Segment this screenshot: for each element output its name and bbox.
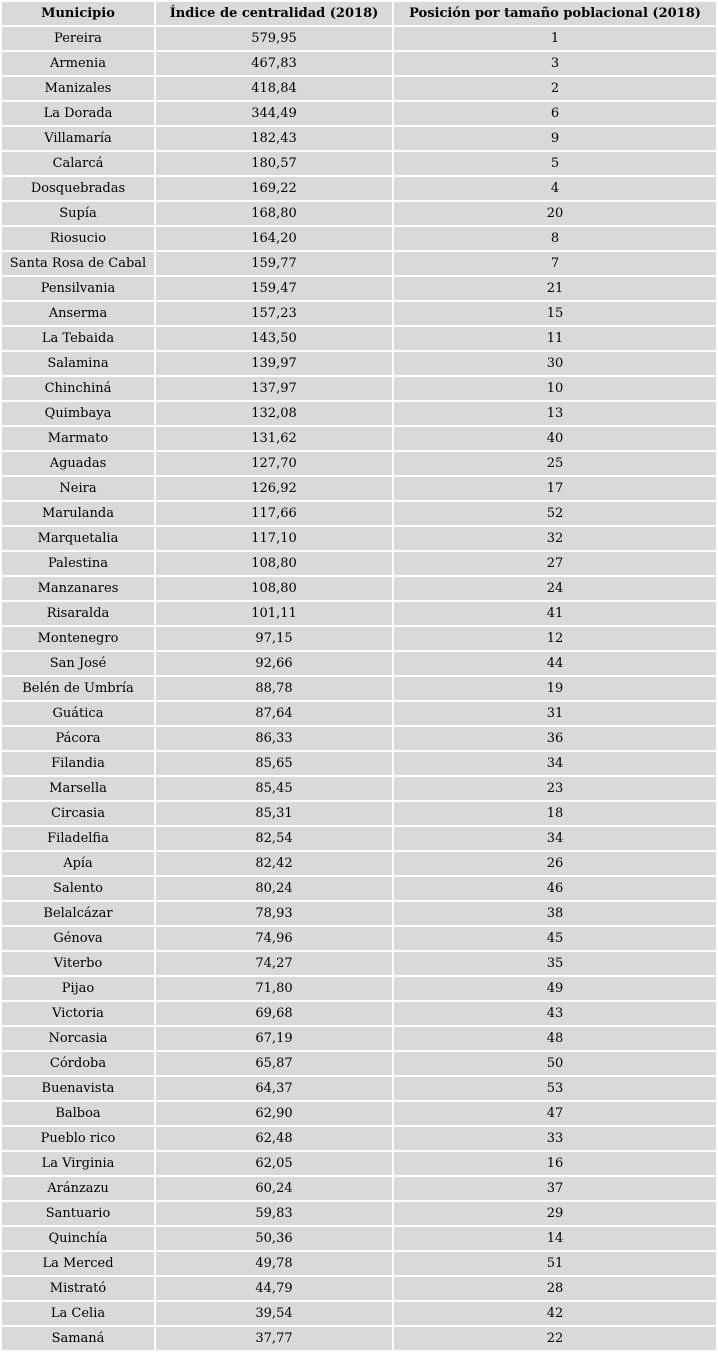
column-header-municipio: Municipio [2,2,154,25]
municipio-cell: Manzanares [2,577,154,600]
table-row [2,352,716,375]
table-row [2,52,716,75]
population-position-cell: 17 [394,477,716,500]
municipio-cell: Villamaría [2,127,154,150]
centrality-index-cell: 132,08 [156,402,392,425]
table-row [2,1302,716,1325]
centrality-index-cell: 159,47 [156,277,392,300]
centrality-index-cell: 117,66 [156,502,392,525]
population-position-cell: 14 [394,1227,716,1250]
table-row [2,302,716,325]
centrality-index-cell: 71,80 [156,977,392,1000]
population-position-cell: 35 [394,952,716,975]
column-header-centrality-index: Índice de centralidad (2018) [156,2,392,25]
table-row [2,1227,716,1250]
table-row [2,777,716,800]
centrality-index-cell: 88,78 [156,677,392,700]
table-row [2,1252,716,1275]
population-position-cell: 36 [394,727,716,750]
municipio-cell: Marsella [2,777,154,800]
municipio-cell: Chinchiná [2,377,154,400]
table-row [2,977,716,1000]
centrality-index-cell: 50,36 [156,1227,392,1250]
municipio-cell: Génova [2,927,154,950]
centrality-index-cell: 127,70 [156,452,392,475]
municipio-cell: Montenegro [2,627,154,650]
population-position-cell: 12 [394,627,716,650]
population-position-cell: 44 [394,652,716,675]
municipio-cell: Marmato [2,427,154,450]
table-row [2,1202,716,1225]
centrality-index-cell: 85,65 [156,752,392,775]
centrality-index-cell: 97,15 [156,627,392,650]
centrality-index-cell: 60,24 [156,1177,392,1200]
population-position-cell: 52 [394,502,716,525]
table-row [2,877,716,900]
municipio-cell: La Virginia [2,1152,154,1175]
table-row [2,802,716,825]
centrality-index-cell: 137,97 [156,377,392,400]
table-row [2,952,716,975]
centrality-index-cell: 59,83 [156,1202,392,1225]
municipio-cell: Circasia [2,802,154,825]
population-position-cell: 46 [394,877,716,900]
centrality-index-cell: 49,78 [156,1252,392,1275]
table-row [2,502,716,525]
population-position-cell: 30 [394,352,716,375]
population-position-cell: 11 [394,327,716,350]
population-position-cell: 9 [394,127,716,150]
municipio-cell: Neira [2,477,154,500]
table-row [2,452,716,475]
population-position-cell: 27 [394,552,716,575]
municipio-cell: Samaná [2,1327,154,1350]
header-row [2,2,716,25]
municipio-cell: Santuario [2,1202,154,1225]
population-position-cell: 6 [394,102,716,125]
table-row [2,1002,716,1025]
municipio-cell: La Merced [2,1252,154,1275]
population-position-cell: 19 [394,677,716,700]
municipio-cell: Santa Rosa de Cabal [2,252,154,275]
population-position-cell: 42 [394,1302,716,1325]
municipio-cell: Filadelfia [2,827,154,850]
population-position-cell: 3 [394,52,716,75]
municipio-cell: Mistrató [2,1277,154,1300]
centrality-index-cell: 159,77 [156,252,392,275]
population-position-cell: 32 [394,527,716,550]
municipio-cell: Supía [2,202,154,225]
table-row [2,127,716,150]
table-row [2,27,716,50]
centrality-index-cell: 87,64 [156,702,392,725]
municipio-cell: Salento [2,877,154,900]
centrality-index-cell: 139,97 [156,352,392,375]
centrality-index-cell: 467,83 [156,52,392,75]
municipio-cell: Córdoba [2,1052,154,1075]
table-row [2,252,716,275]
centrality-index-cell: 157,23 [156,302,392,325]
population-position-cell: 53 [394,1077,716,1100]
column-header-population-position: Posición por tamaño poblacional (2018) [394,2,716,25]
municipio-cell: Pereira [2,27,154,50]
table-row [2,1027,716,1050]
centrality-index-cell: 579,95 [156,27,392,50]
population-position-cell: 24 [394,577,716,600]
municipio-cell: Aguadas [2,452,154,475]
population-position-cell: 2 [394,77,716,100]
table-row [2,202,716,225]
population-position-cell: 28 [394,1277,716,1300]
table-body [2,27,716,1350]
municipio-cell: Buenavista [2,1077,154,1100]
municipio-cell: Norcasia [2,1027,154,1050]
table-row [2,527,716,550]
centrality-index-cell: 180,57 [156,152,392,175]
population-position-cell: 45 [394,927,716,950]
table-row [2,702,716,725]
table-row [2,1077,716,1100]
population-position-cell: 13 [394,402,716,425]
table-row [2,177,716,200]
centrality-index-cell: 86,33 [156,727,392,750]
centrality-index-cell: 39,54 [156,1302,392,1325]
municipio-cell: Balboa [2,1102,154,1125]
table-row [2,827,716,850]
centrality-index-cell: 62,48 [156,1127,392,1150]
centrality-index-cell: 67,19 [156,1027,392,1050]
table-row [2,552,716,575]
population-position-cell: 5 [394,152,716,175]
table-row [2,377,716,400]
municipio-cell: Quinchía [2,1227,154,1250]
municipio-cell: Palestina [2,552,154,575]
table-header [2,2,716,25]
table-row [2,1152,716,1175]
municipio-cell: Riosucio [2,227,154,250]
table-row [2,477,716,500]
municipio-cell: San José [2,652,154,675]
table-row [2,152,716,175]
table-row [2,627,716,650]
centrality-index-cell: 92,66 [156,652,392,675]
population-position-cell: 25 [394,452,716,475]
population-position-cell: 1 [394,27,716,50]
centrality-index-cell: 117,10 [156,527,392,550]
centrality-index-cell: 44,79 [156,1277,392,1300]
population-position-cell: 20 [394,202,716,225]
population-position-cell: 38 [394,902,716,925]
municipio-cell: Pueblo rico [2,1127,154,1150]
municipio-cell: Armenia [2,52,154,75]
table-row [2,1327,716,1350]
population-position-cell: 10 [394,377,716,400]
centrality-index-cell: 131,62 [156,427,392,450]
municipio-cell: Belén de Umbría [2,677,154,700]
centrality-index-cell: 37,77 [156,1327,392,1350]
population-position-cell: 29 [394,1202,716,1225]
municipio-cell: Victoria [2,1002,154,1025]
population-position-cell: 16 [394,1152,716,1175]
table-row [2,727,716,750]
municipio-cell: Dosquebradas [2,177,154,200]
table-row [2,1127,716,1150]
table-row [2,852,716,875]
population-position-cell: 48 [394,1027,716,1050]
centrality-index-cell: 62,05 [156,1152,392,1175]
municipio-cell: Pensilvania [2,277,154,300]
population-position-cell: 21 [394,277,716,300]
centrality-index-cell: 69,68 [156,1002,392,1025]
centrality-index-cell: 143,50 [156,327,392,350]
population-position-cell: 50 [394,1052,716,1075]
population-position-cell: 47 [394,1102,716,1125]
municipio-cell: Pácora [2,727,154,750]
municipio-cell: Apía [2,852,154,875]
centrality-index-cell: 344,49 [156,102,392,125]
table-row [2,277,716,300]
population-position-cell: 41 [394,602,716,625]
population-position-cell: 51 [394,1252,716,1275]
population-position-cell: 15 [394,302,716,325]
centrality-index-cell: 101,11 [156,602,392,625]
municipio-cell: Quimbaya [2,402,154,425]
centrality-index-cell: 108,80 [156,577,392,600]
centrality-index-cell: 164,20 [156,227,392,250]
centrality-index-cell: 64,37 [156,1077,392,1100]
municipio-cell: Calarcá [2,152,154,175]
population-position-cell: 34 [394,752,716,775]
municipio-cell: Pijao [2,977,154,1000]
centrality-index-cell: 85,45 [156,777,392,800]
table-row [2,102,716,125]
municipio-cell: Guática [2,702,154,725]
municipio-cell: La Celia [2,1302,154,1325]
municipio-cell: Belalcázar [2,902,154,925]
table-row [2,927,716,950]
population-position-cell: 31 [394,702,716,725]
municipio-cell: La Tebaida [2,327,154,350]
population-position-cell: 22 [394,1327,716,1350]
centrality-index-cell: 65,87 [156,1052,392,1075]
centrality-index-cell: 74,96 [156,927,392,950]
population-position-cell: 40 [394,427,716,450]
population-position-cell: 7 [394,252,716,275]
centrality-index-cell: 62,90 [156,1102,392,1125]
table-row [2,1102,716,1125]
centrality-index-cell: 74,27 [156,952,392,975]
centrality-index-cell: 169,22 [156,177,392,200]
municipio-cell: Aránzazu [2,1177,154,1200]
municipio-cell: Anserma [2,302,154,325]
table-row [2,652,716,675]
population-position-cell: 4 [394,177,716,200]
centrality-index-cell: 418,84 [156,77,392,100]
centrality-index-cell: 85,31 [156,802,392,825]
municipio-cell: Filandia [2,752,154,775]
municipio-cell: Marulanda [2,502,154,525]
population-position-cell: 23 [394,777,716,800]
table-row [2,402,716,425]
centrality-index-cell: 82,54 [156,827,392,850]
table-row [2,677,716,700]
table-row [2,1277,716,1300]
municipio-cell: Marquetalia [2,527,154,550]
centrality-index-cell: 168,80 [156,202,392,225]
centrality-index-cell: 82,42 [156,852,392,875]
population-position-cell: 37 [394,1177,716,1200]
municipio-cell: Salamina [2,352,154,375]
municipio-cell: Risaralda [2,602,154,625]
centrality-index-cell: 108,80 [156,552,392,575]
table-row [2,227,716,250]
table-row [2,1177,716,1200]
table-row [2,77,716,100]
population-position-cell: 43 [394,1002,716,1025]
population-position-cell: 18 [394,802,716,825]
centrality-index-cell: 126,92 [156,477,392,500]
municipio-cell: Viterbo [2,952,154,975]
population-position-cell: 49 [394,977,716,1000]
table-row [2,427,716,450]
table-row [2,1052,716,1075]
municipio-cell: Manizales [2,77,154,100]
centrality-index-cell: 182,43 [156,127,392,150]
population-position-cell: 33 [394,1127,716,1150]
table-row [2,752,716,775]
municipio-cell: La Dorada [2,102,154,125]
population-position-cell: 34 [394,827,716,850]
centrality-index-cell: 80,24 [156,877,392,900]
population-position-cell: 8 [394,227,716,250]
population-position-cell: 26 [394,852,716,875]
centrality-index-cell: 78,93 [156,902,392,925]
table-row [2,327,716,350]
table-row [2,602,716,625]
table-row [2,902,716,925]
table-row [2,577,716,600]
